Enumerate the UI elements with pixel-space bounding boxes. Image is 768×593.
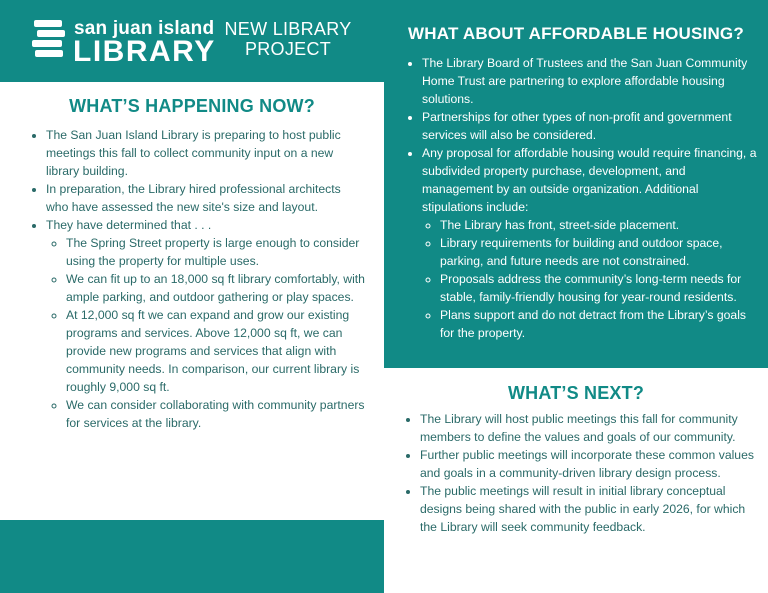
books-icon: [32, 20, 66, 60]
list-item-text: They have determined that . . .: [46, 218, 212, 232]
list-item: [422, 144, 758, 342]
sub-list-item: ◦ We can consider collaborating with community partners for services at the library.: [66, 396, 366, 432]
list-item: • The public meetings will result in initial library conceptual designs being shared with the public in early 2026, for which the Library will seek community feedback.: [420, 482, 754, 536]
housing-section: [384, 0, 768, 368]
list-item-text: Any proposal for affordable housing would require financing, a subdivided property purchase, development, and management by an outside organization. Additional stipulations include:: [422, 146, 757, 214]
header-banner: [0, 0, 384, 82]
list-item: • Further public meetings will incorporate these common values and goals in a community-driven library design process.: [420, 446, 754, 482]
sub-list-item: ◦ Library requirements for building and outdoor space, parking, and future needs are not constrained.: [440, 234, 758, 270]
list-item: [46, 216, 366, 432]
sub-list-item: ◦ Plans support and do not detract from the Library’s goals for the property.: [440, 306, 758, 342]
housing-list: [422, 54, 758, 342]
next-heading: WHAT’S NEXT?: [507, 383, 645, 403]
sub-list-item: ◦ The Spring Street property is large enough to consider using the property for multiple uses.: [66, 234, 366, 270]
next-section: [384, 368, 768, 593]
sub-list-item: ◦ The Library has front, street-side placement.: [440, 216, 758, 234]
logo-text-line2: LIBRARY: [73, 35, 216, 68]
happening-list: [46, 126, 366, 432]
next-list: [420, 410, 754, 536]
list-item: • The Library will host public meetings this fall for community members to define the values and goals of our community.: [420, 410, 754, 446]
library-logo: [32, 18, 216, 68]
list-item: • In preparation, the Library hired professional architects who have assessed the new site's size and layout.: [46, 180, 366, 216]
happening-sub-list: [46, 234, 366, 432]
sub-list-item: ◦ At 12,000 sq ft we can expand and grow our existing programs and services. Above 12,000 sq ft, we can provide new programs and services that align with community needs. In comparison, our current library is roughly 9,000 sq ft.: [66, 306, 366, 396]
list-item: • The San Juan Island Library is preparing to host public meetings this fall to collect community input on a new library building.: [46, 126, 366, 180]
project-title-line1: NEW LIBRARY: [224, 19, 352, 39]
housing-sub-list: [422, 216, 758, 342]
sub-list-item: ◦ We can fit up to an 18,000 sq ft library comfortably, with ample parking, and outdoor gathering or play spaces.: [66, 270, 366, 306]
project-title: [208, 19, 368, 59]
list-item: • Partnerships for other types of non-profit and government services will also be considered.: [422, 108, 758, 144]
list-item: • The Library Board of Trustees and the San Juan Community Home Trust are partnering to explore affordable housing solutions.: [422, 54, 758, 108]
project-title-line2: PROJECT: [244, 39, 332, 59]
logo-text-line1: san juan island: [74, 18, 215, 39]
sub-list-item: ◦ Proposals address the community’s long-term needs for stable, family-friendly housing for year-round residents.: [440, 270, 758, 306]
happening-heading: WHAT’S HAPPENING NOW?: [69, 96, 315, 116]
happening-section: [0, 82, 384, 520]
housing-heading: WHAT ABOUT AFFORDABLE HOUSING?: [408, 24, 744, 43]
footer-band: [0, 520, 384, 593]
